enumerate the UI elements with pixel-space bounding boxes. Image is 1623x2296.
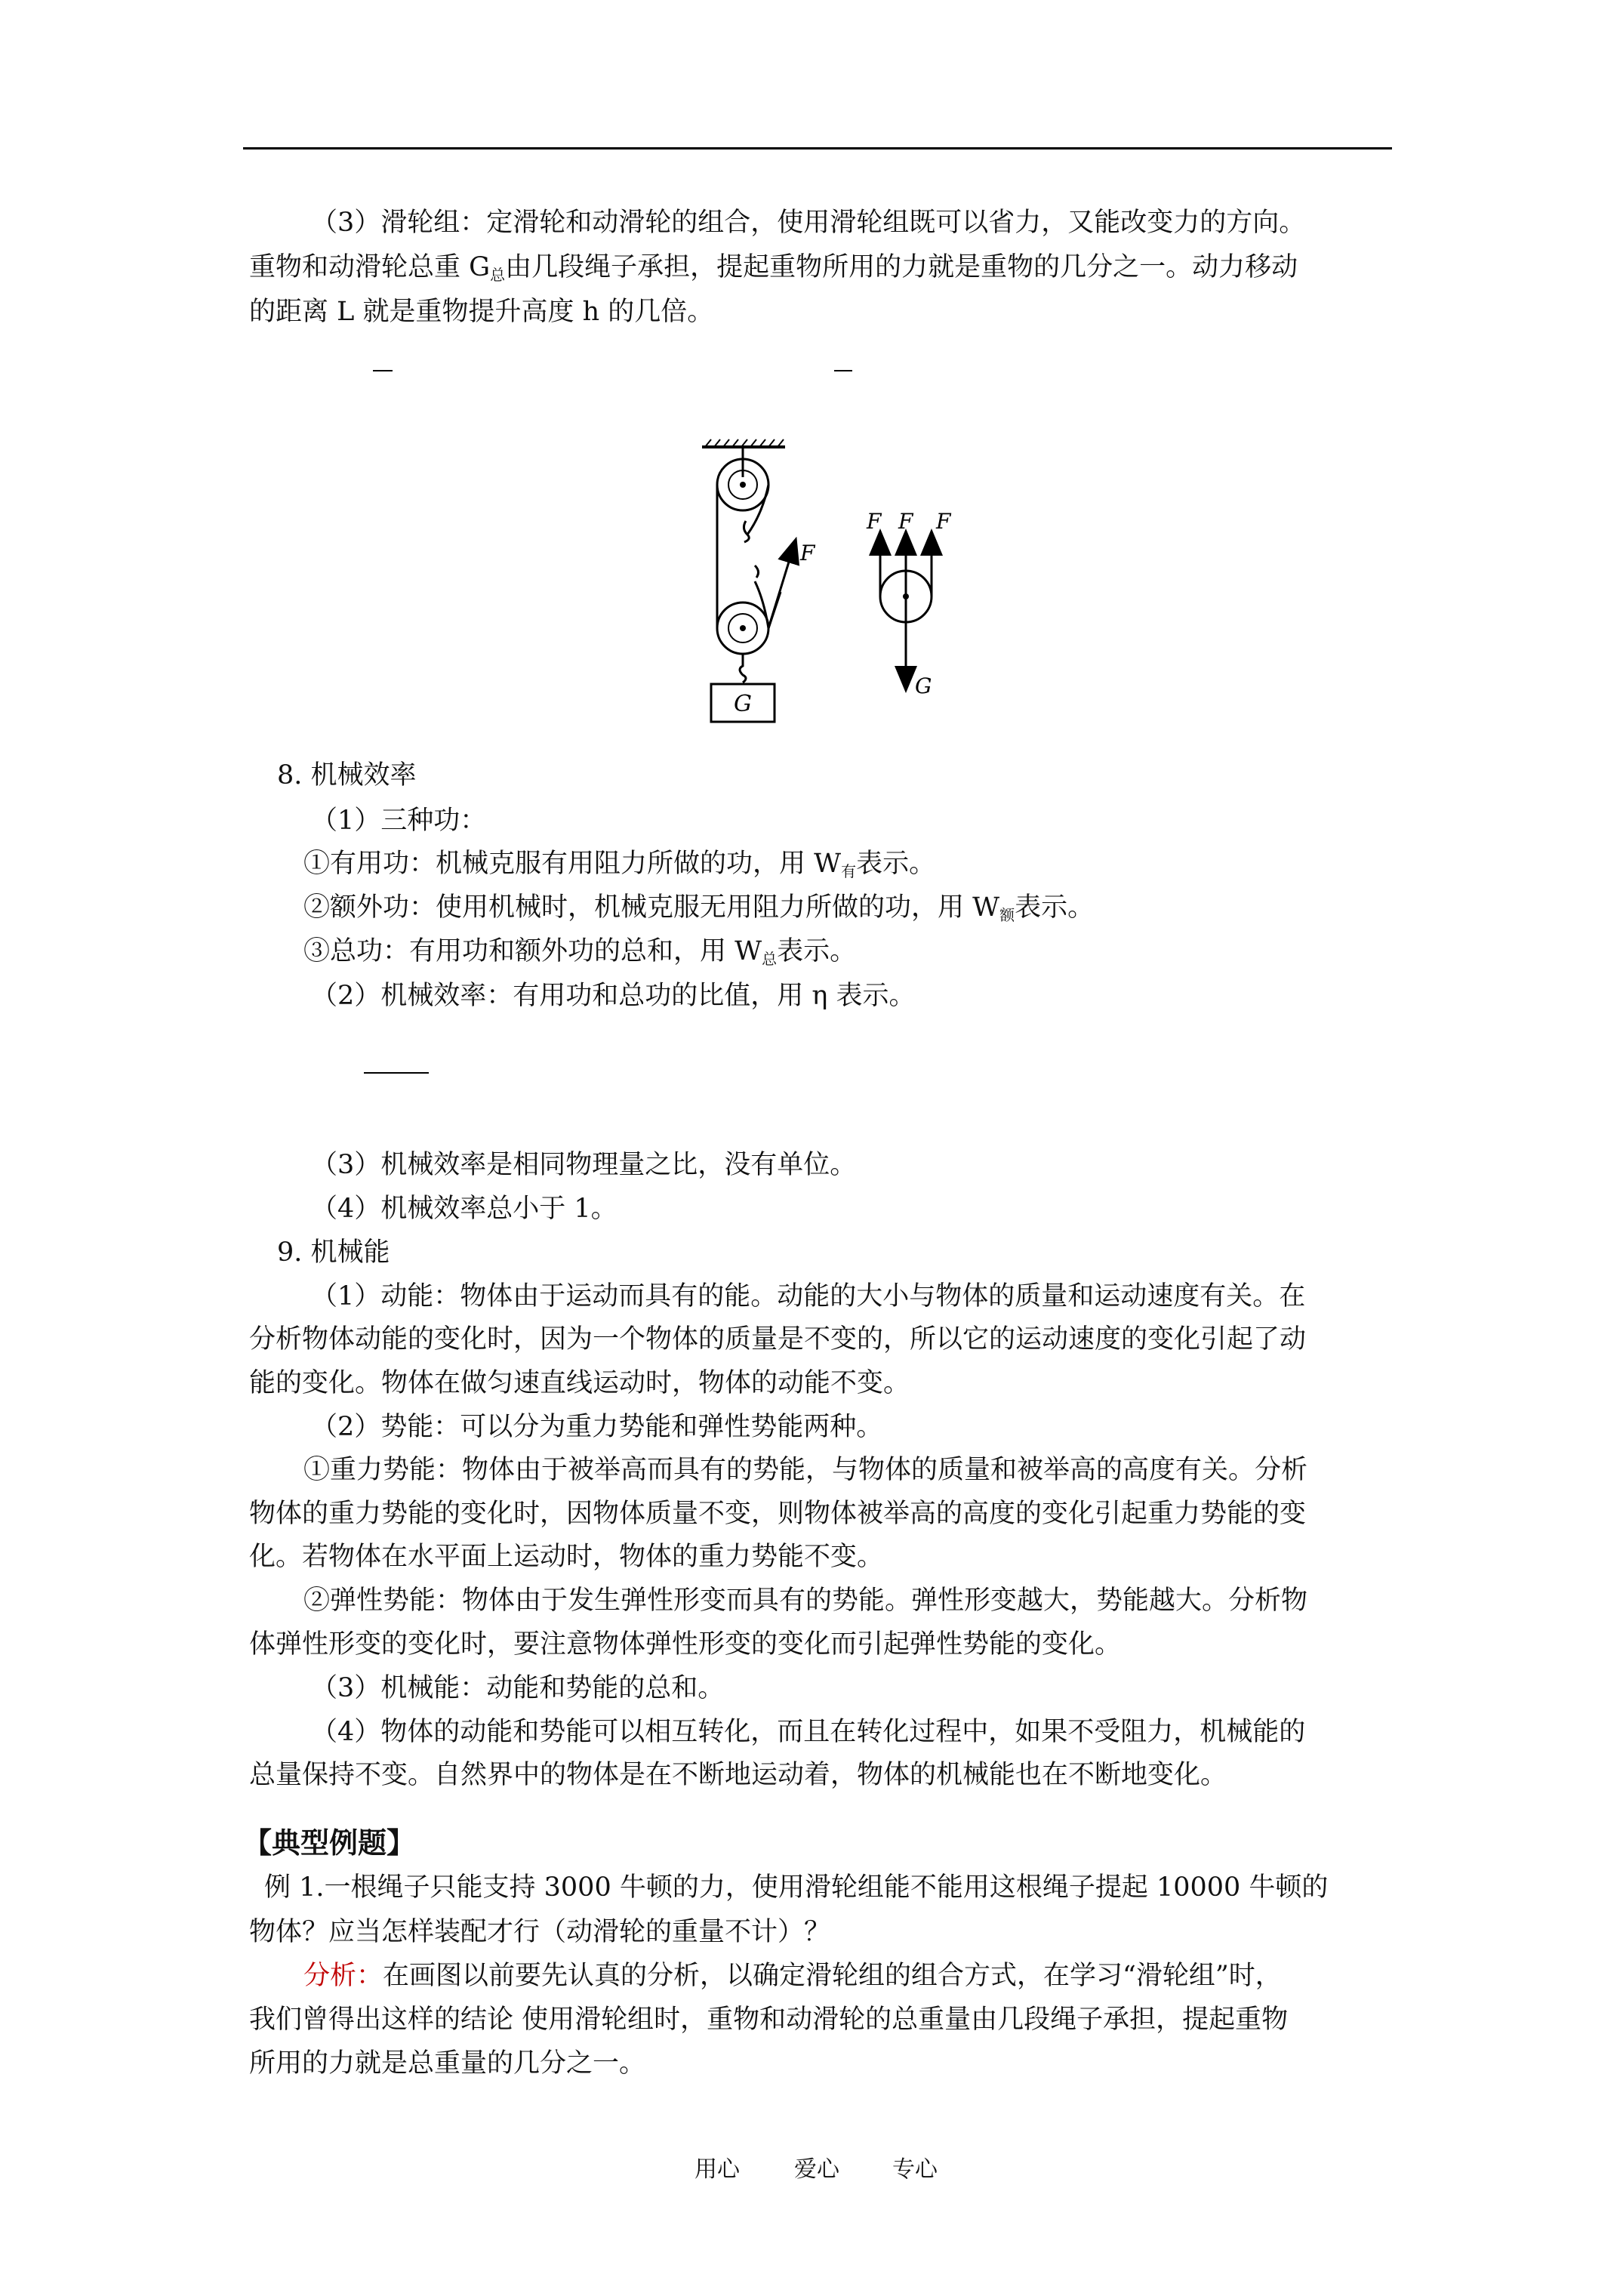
s9-line-9: 体弹性形变的变化时，要注意物体弹性形变的变化而引起弹性势能的变化。 — [249, 1629, 1122, 1660]
s8-l3b: 表示。 — [1015, 892, 1095, 923]
s9-line-12: 总量保持不变。自然界中的物体是在不断地运动着，物体的机械能也在不断地变化。 — [249, 1760, 1227, 1790]
fraction-bar — [364, 1072, 429, 1074]
p3-line-2a: 重物和动滑轮总重 G — [249, 252, 491, 282]
analysis-line-2: 我们曾得出这样的结论 使用滑轮组时，重物和动滑轮的总重量由几段绳子承担，提起重物 — [249, 2005, 1289, 2035]
label-G-right: G — [915, 673, 932, 698]
p3-line-3: 的距离 L 就是重物提升高度 h 的几倍。 — [249, 297, 714, 327]
header-rule — [243, 147, 1392, 149]
s9-line-11: （4）物体的动能和势能可以相互转化，而且在转化过程中，如果不受阻力，机械能的 — [311, 1717, 1306, 1747]
footer-word-1: 用心 — [694, 2156, 740, 2183]
pulley-figure — [679, 430, 996, 740]
sub-useful: 有 — [841, 862, 857, 880]
s8-l4b: 表示。 — [777, 936, 857, 966]
hook — [740, 654, 746, 683]
footer-word-2: 爱心 — [794, 2156, 839, 2183]
label-F-2: F — [898, 509, 913, 534]
s8-l3a: ②额外功：使用机械时，机械克服无用阻力所做的功，用 W — [303, 892, 1000, 923]
section-9-title: 9. 机械能 — [277, 1237, 390, 1268]
example-1-line-1: 例 1.一根绳子只能支持 3000 牛顿的力，使用滑轮组能不能用这根绳子提起 10000 牛顿的 — [264, 1872, 1329, 1903]
s9-line-7: 化。若物体在水平面上运动时，物体的重力势能不变。 — [249, 1542, 884, 1572]
s8-line-6: （3）机械效率是相同物理量之比，没有单位。 — [311, 1150, 857, 1180]
s8-line-5: （2）机械效率：有用功和总功的比值，用 η 表示。 — [311, 981, 916, 1011]
p3-line-2 — [249, 254, 1298, 282]
s8-l2a: ①有用功：机械克服有用阻力所做的功，用 W — [303, 849, 842, 879]
s9-line-3: 能的变化。物体在做匀速直线运动时，物体的动能不变。 — [249, 1368, 910, 1398]
s8-line-7: （4）机械效率总小于 1。 — [311, 1194, 617, 1224]
analysis-label: 分析： — [303, 1961, 383, 1991]
s9-line-8: ②弹性势能：物体由于发生弹性形变而具有的势能。弹性形变越大，势能越大。分析物 — [303, 1586, 1308, 1616]
movable-pulley — [717, 603, 768, 654]
s9-line-1: （1）动能：物体由于运动而具有的能。动能的大小与物体的质量和运动速度有关。在 — [311, 1281, 1306, 1311]
examples-heading: 【典型例题】 — [243, 1826, 416, 1860]
s8-l2b: 表示。 — [856, 849, 936, 879]
section-8-title: 8. 机械效率 — [277, 760, 417, 791]
force-arrow-left — [768, 550, 793, 628]
s8-line-2 — [303, 851, 935, 879]
s9-line-4: （2）势能：可以分为重力势能和弹性势能两种。 — [311, 1412, 883, 1442]
example-1-line-2: 物体？应当怎样装配才行（动滑轮的重量不计）？ — [249, 1917, 831, 1947]
s8-l4a: ③总功：有用功和额外功的总和，用 W — [303, 936, 762, 966]
s8-line-4 — [303, 938, 856, 966]
footer-word-3: 专心 — [892, 2156, 938, 2183]
stray-dash — [373, 370, 393, 371]
s9-line-5: ①重力势能：物体由于被举高而具有的势能，与物体的质量和被举高的高度有关。分析 — [303, 1455, 1308, 1485]
s8-line-3 — [303, 892, 1095, 924]
s9-line-6: 物体的重力势能的变化时，因物体质量不变，则物体被举高的高度的变化引起重力势能的变 — [249, 1499, 1307, 1529]
s8-line-1: （1）三种功： — [311, 806, 487, 836]
stray-dash — [834, 370, 852, 371]
rope — [717, 485, 781, 628]
sub-extra: 额 — [999, 906, 1015, 924]
s9-line-2: 分析物体动能的变化时，因为一个物体的质量是不变的，所以它的运动速度的变化引起了动 — [249, 1324, 1307, 1354]
label-F-left: F — [800, 541, 815, 566]
p3-line-2b: 由几段绳子承担，提起重物所用的力就是重物的几分之一。动力移动 — [505, 252, 1298, 282]
p3-line-1: （3）滑轮组：定滑轮和动滑轮的组合，使用滑轮组既可以省力，又能改变力的方向。 — [311, 208, 1306, 238]
label-G-left: G — [734, 691, 752, 717]
s9-line-10: （3）机械能：动能和势能的总和。 — [311, 1673, 725, 1703]
p3-sub-total: 总 — [490, 266, 506, 284]
label-F-1: F — [867, 509, 882, 534]
analysis-line-1 — [303, 1963, 1282, 1989]
sub-total: 总 — [762, 950, 778, 968]
analysis-text-1: 在画图以前要先认真的分析，以确定滑轮组的组合方式，在学习“滑轮组”时， — [383, 1961, 1282, 1991]
label-F-3: F — [936, 509, 951, 534]
analysis-line-3: 所用的力就是总重量的几分之一。 — [249, 2048, 646, 2079]
